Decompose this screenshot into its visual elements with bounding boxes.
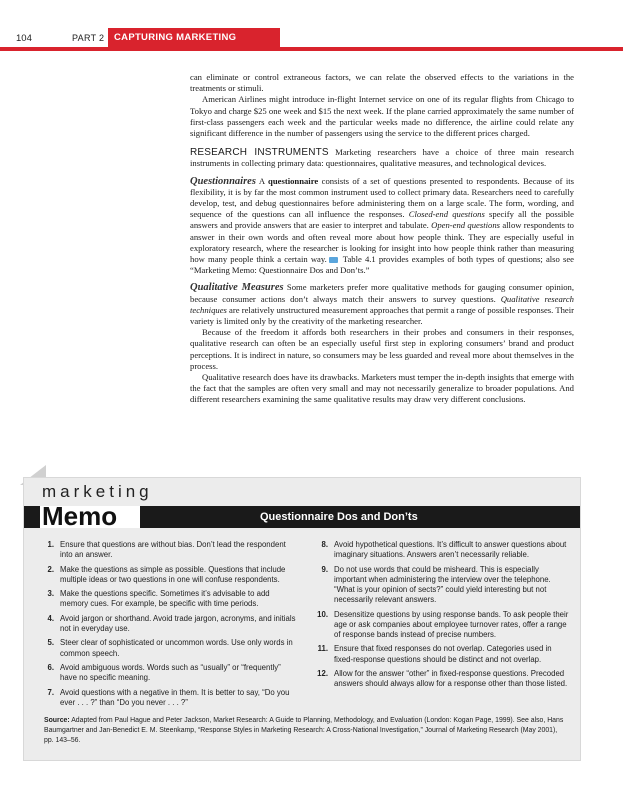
part-label: PART 2 xyxy=(72,33,105,43)
memo-item xyxy=(312,644,570,664)
research-instruments-text: Marketing researchers have a choice of three main research instruments in collecting primary data: questionnaires, qualitative measures, and technological devices. xyxy=(190,147,574,169)
part-title: CAPTURING MARKETING INSIGHTS xyxy=(108,28,280,48)
term-qualitative-research: Qualitative research techniques xyxy=(190,293,574,315)
memo-item-number: 12. xyxy=(317,668,328,678)
memo-item-number: 6. xyxy=(47,662,54,672)
memo-item-text: Desensitize questions by using response bands. To ask people their age or ask companies about employee turnover rates, offer a range of response bands instead of precise numbers. xyxy=(334,609,569,639)
body-text xyxy=(190,72,574,406)
paragraph-freedom: Because of the freedom it affords both researchers in their probes and consumers in their responses, qualitative research can often be an especially useful first step in exploring consumers’ brand and product perceptions. It is indirect in nature, so consumers may be less guarded and reveal more about themselves in the process. xyxy=(190,327,574,371)
memo-item xyxy=(38,638,296,658)
memo-item xyxy=(312,540,570,560)
memo-item xyxy=(312,565,570,606)
questionnaires-text-2: specify all the possible answers and provide answers that are easier to interpret and tabulate. xyxy=(190,209,574,231)
memo-item xyxy=(38,565,296,585)
memo-item-number: 10. xyxy=(317,609,328,619)
subheading-qualitative-measures: Qualitative Measures xyxy=(190,282,284,294)
questionnaires-pre: A xyxy=(255,175,269,186)
memo-logo-marketing: marketing xyxy=(42,482,153,501)
paragraph-continued: can eliminate or control extraneous factors, we can relate the observed effects to the variations in the treatments or stimuli. xyxy=(190,72,574,94)
memo-source-label: Source: xyxy=(44,717,70,724)
questionnaires-text-4: Table 4.1 provides examples of both types of questions; also see “Marketing Memo: Questionnaire Dos and Don’ts.” xyxy=(190,254,574,276)
memo-item-text: Avoid ambiguous words. Words such as “usually” or “frequently” have no specific meaning. xyxy=(60,662,281,683)
memo-item-text: Make the questions as simple as possible. Questions that include multiple ideas or two questions in one will confuse respondents. xyxy=(60,564,286,584)
page-number: 104 xyxy=(16,33,32,44)
memo-item-number: 11. xyxy=(317,644,328,654)
marketing-memo-box xyxy=(24,478,580,760)
memo-item-number: 8. xyxy=(321,540,328,549)
memo-title: Questionnaire Dos and Don’ts xyxy=(260,511,418,523)
memo-item-text: Allow for the answer “other” in fixed-response questions. Precoded answers should always allow for a response other than those listed. xyxy=(334,668,568,689)
memo-item-number: 4. xyxy=(47,613,54,623)
section-heading-research-instruments: RESEARCH INSTRUMENTS xyxy=(190,147,329,159)
term-closed-end: Closed-end questions xyxy=(408,209,485,220)
term-open-end: Open-end questions xyxy=(431,220,501,231)
memo-item-number: 7. xyxy=(47,687,54,697)
paragraph-qualitative-measures xyxy=(190,282,574,327)
header-rule xyxy=(0,47,623,51)
paragraph-research-instruments xyxy=(190,147,574,169)
memo-item-text: Make the questions specific. Sometimes it’s advisable to add memory cues. For example, be specific with time periods. xyxy=(60,589,270,609)
term-questionnaire: questionnaire xyxy=(268,175,319,186)
memo-item xyxy=(38,663,296,683)
memo-item-text: Do not use words that could be misheard. This is especially important when administering the interview over the telephone. “What is your opinion of sects?” could yield interesting but not necessarily relevant answers. xyxy=(334,564,551,605)
memo-item-number: 1. xyxy=(47,540,54,549)
memo-item xyxy=(312,669,570,689)
memo-source-text: Adapted from Paul Hague and Peter Jackson, Market Research: A Guide to Planning, Methodology, and Evaluation (London: Kogan Page, 1999). See also, Hans Baumgartner and Jan-Benedict E. M. Steenkamp, “Response Styles in Marketing Research: A Cross-National Investigation,” Journal of Marketing Research (May 2001), pp. 143–56. xyxy=(44,717,564,744)
memo-item-number: 2. xyxy=(47,564,54,574)
memo-item-number: 3. xyxy=(47,589,54,599)
memo-item-text: Ensure that fixed responses do not overlap. Categories used in fixed-response questions should be distinct and not overlap. xyxy=(334,644,552,664)
paragraph-questionnaires xyxy=(190,176,574,277)
memo-item-text: Avoid jargon or shorthand. Avoid trade jargon, acronyms, and initials not in everyday use. xyxy=(60,613,296,633)
memo-item xyxy=(38,614,296,634)
qualitative-text-2: are relatively unstructured measurement approaches that permit a range of possible responses. Their variety is limited only by the creativity of the marketing researcher. xyxy=(190,304,575,327)
memo-item xyxy=(312,610,570,641)
memo-item-text: Ensure that questions are without bias. Don’t lead the respondent into an answer. xyxy=(60,540,286,560)
memo-item xyxy=(38,688,296,708)
memo-item xyxy=(38,589,296,609)
questionnaires-text-1: consists of a set of questions presented to respondents. Because of its flexibility, it is by far the most common instrument used to collect primary data. Researchers need to carefully develop, test, and debug questionnaires before administering them on a large scale. The form, wording, and sequence of the questions can all influence the responses. xyxy=(190,175,575,220)
memo-item xyxy=(38,540,296,560)
memo-item-text: Avoid questions with a negative in them. It is better to say, “Do you ever . . . ?” than “Do you never . . . ?” xyxy=(60,687,290,707)
paragraph-drawbacks: Qualitative research does have its drawbacks. Marketers must temper the in-depth insights that emerge with the fact that the samples are often very small and may not necessarily generalize to broader populations. And different researchers examining the same qualitative results may draw very different conclusions. xyxy=(190,372,574,405)
paragraph-american-airlines: American Airlines might introduce in-flight Internet service on one of its regular flights from Chicago to Tokyo and charge $25 one week and $15 the next week. If the plane carried approximately the same number of first-class passengers each week and the particular weeks made no difference, the airline could relate any significant difference in the number of passengers using the service to the different prices charged. xyxy=(190,94,574,139)
memo-item-text: Avoid hypothetical questions. It’s difficult to answer questions about imaginary situations. Answers aren’t necessarily reliable. xyxy=(334,540,567,560)
memo-logo-memo: Memo xyxy=(42,501,118,531)
memo-item-number: 9. xyxy=(321,564,328,574)
memo-source xyxy=(44,716,564,746)
subheading-questionnaires: Questionnaires xyxy=(190,175,256,187)
table-reference-icon[interactable] xyxy=(329,257,338,263)
memo-left-column xyxy=(38,540,296,712)
memo-right-column xyxy=(312,540,570,694)
memo-item-text: Steer clear of sophisticated or uncommon words. Use only words in common speech. xyxy=(60,638,293,658)
qualitative-text-1: Some marketers prefer more qualitative methods for gauging consumer opinion, because consumer actions don’t always match their answers to survey questions. xyxy=(190,282,574,304)
questionnaires-text-3: allow respondents to answer in their own words and often reveal more about how people think. They are especially useful in exploratory research, where the researcher is looking for insight into how people think rather than measuring how many people think a certain way. xyxy=(190,220,574,265)
memo-item-number: 5. xyxy=(47,638,54,648)
